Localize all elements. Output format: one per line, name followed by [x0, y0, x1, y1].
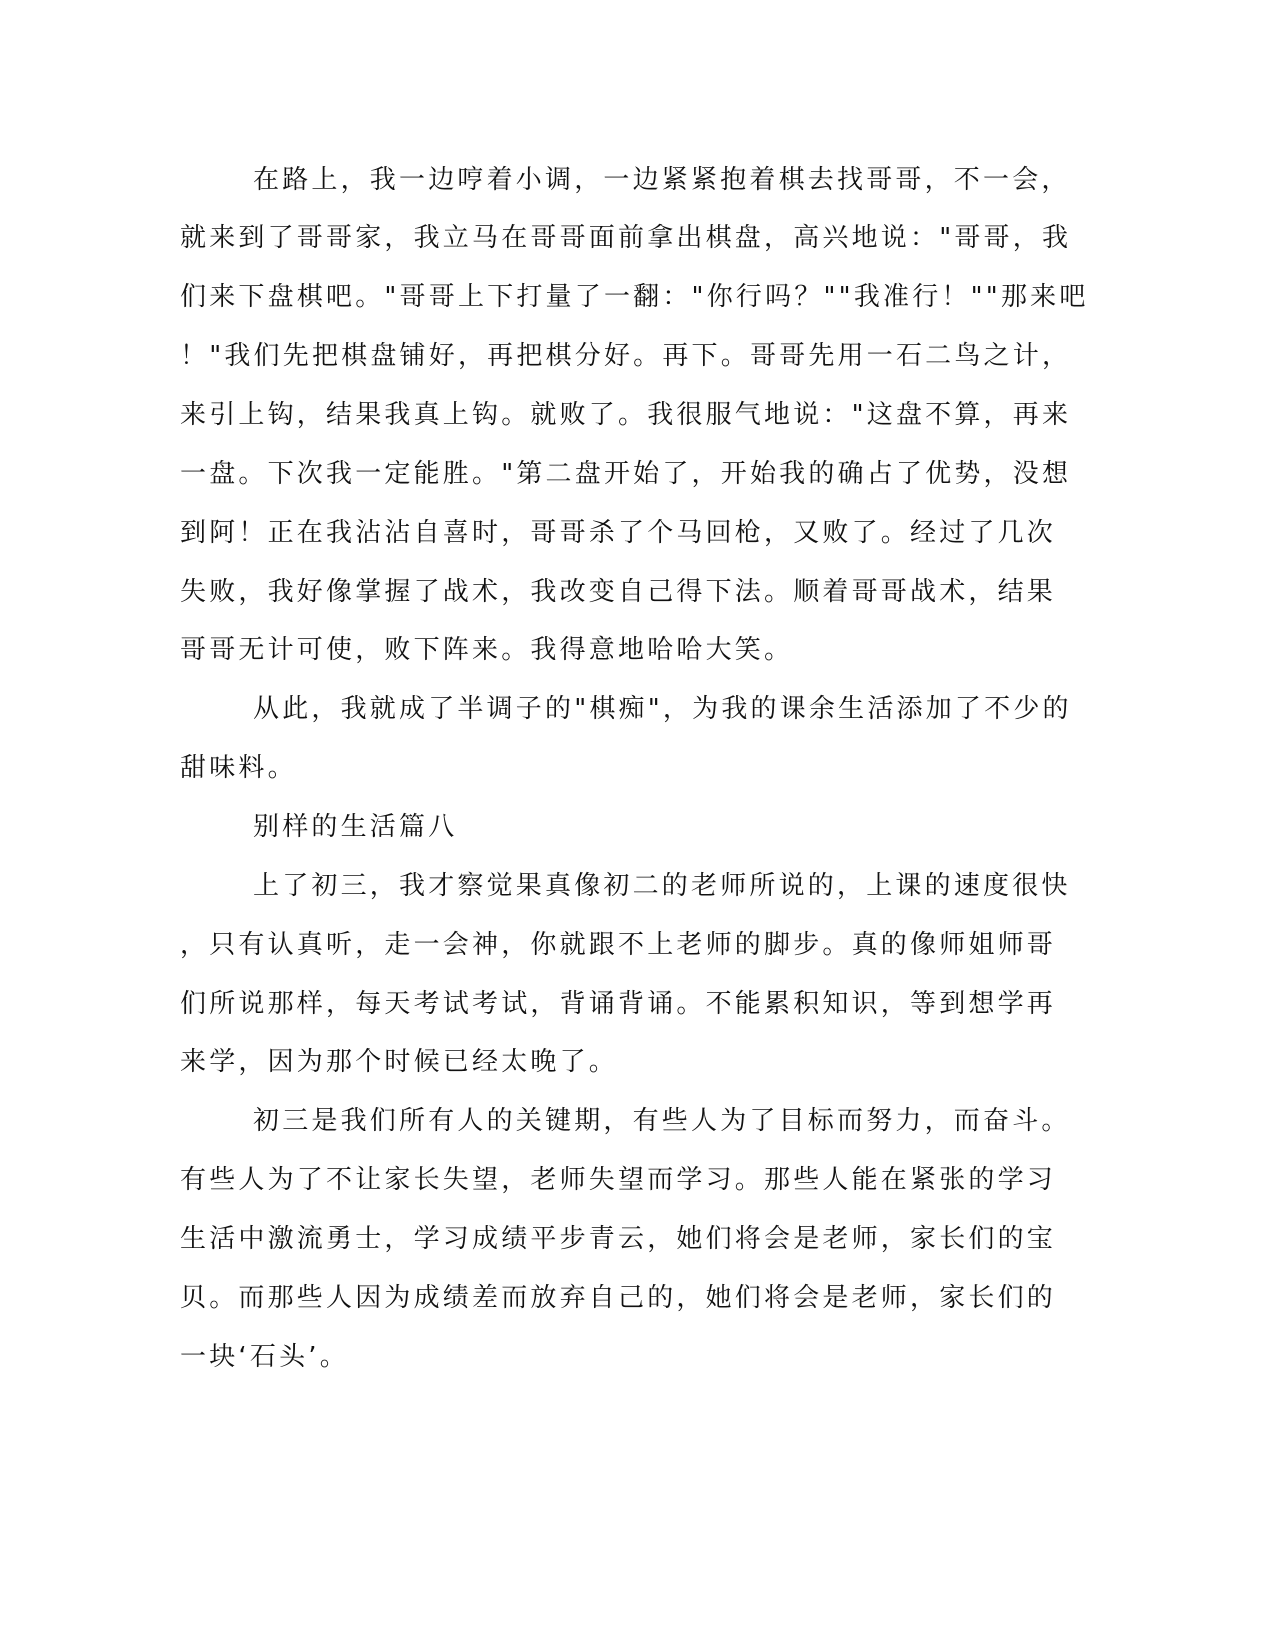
- paragraph-1-line-3: 们来下盘棋吧。"哥哥上下打量了一翻："你行吗？""我准行！""那来吧: [180, 282, 1089, 312]
- paragraph-2-line-2: 甜味料。: [180, 753, 297, 783]
- paragraph-1-line-8: 失败，我好像掌握了战术，我改变自己得下法。顺着哥哥战术，结果: [180, 577, 1057, 607]
- paragraph-4-line-4: 来学，因为那个时候已经太晚了。: [180, 1047, 619, 1077]
- paragraph-4-line-3: 们所说那样，每天考试考试，背诵背诵。不能累积知识，等到想学再: [180, 989, 1057, 1019]
- paragraph-1-line-2: 就来到了哥哥家，我立马在哥哥面前拿出棋盘，高兴地说："哥哥，我: [180, 223, 1072, 253]
- paragraph-1-line-5: 来引上钩，结果我真上钩。就败了。我很服气地说："这盘不算，再来: [180, 400, 1072, 430]
- paragraph-4-line-1: 上了初三，我才察觉果真像初二的老师所说的，上课的速度很快: [253, 871, 1071, 901]
- paragraph-5-line-4: 贝。而那些人因为成绩差而放弃自己的，她们将会是老师，家长们的: [180, 1283, 1057, 1313]
- paragraph-1-line-9: 哥哥无计可使，败下阵来。我得意地哈哈大笑。: [180, 635, 794, 665]
- section-heading: 别样的生活篇八: [253, 812, 458, 842]
- paragraph-4-line-2: ，只有认真听，走一会神，你就跟不上老师的脚步。真的像师姐师哥: [180, 930, 1057, 960]
- paragraph-1-line-4: ！"我们先把棋盘铺好，再把棋分好。再下。哥哥先用一石二鸟之计，: [180, 341, 1072, 371]
- paragraph-1-line-6: 一盘。下次我一定能胜。"第二盘开始了，开始我的确占了优势，没想: [180, 459, 1072, 489]
- paragraph-5-line-2: 有些人为了不让家长失望，老师失望而学习。那些人能在紧张的学习: [180, 1165, 1057, 1195]
- paragraph-1-line-1: 在路上，我一边哼着小调，一边紧紧抱着棋去找哥哥，不一会，: [253, 165, 1071, 195]
- paragraph-1-line-7: 到阿！正在我沾沾自喜时，哥哥杀了个马回枪，又败了。经过了几次: [180, 518, 1057, 548]
- paragraph-5-line-3: 生活中激流勇士，学习成绩平步青云，她们将会是老师，家长们的宝: [180, 1224, 1057, 1254]
- paragraph-5-line-1: 初三是我们所有人的关键期，有些人为了目标而努力，而奋斗。: [253, 1106, 1071, 1136]
- paragraph-5-line-5: 一块‘石头’。: [180, 1342, 349, 1372]
- paragraph-2-line-1: 从此，我就成了半调子的"棋痴"，为我的课余生活添加了不少的: [253, 694, 1072, 724]
